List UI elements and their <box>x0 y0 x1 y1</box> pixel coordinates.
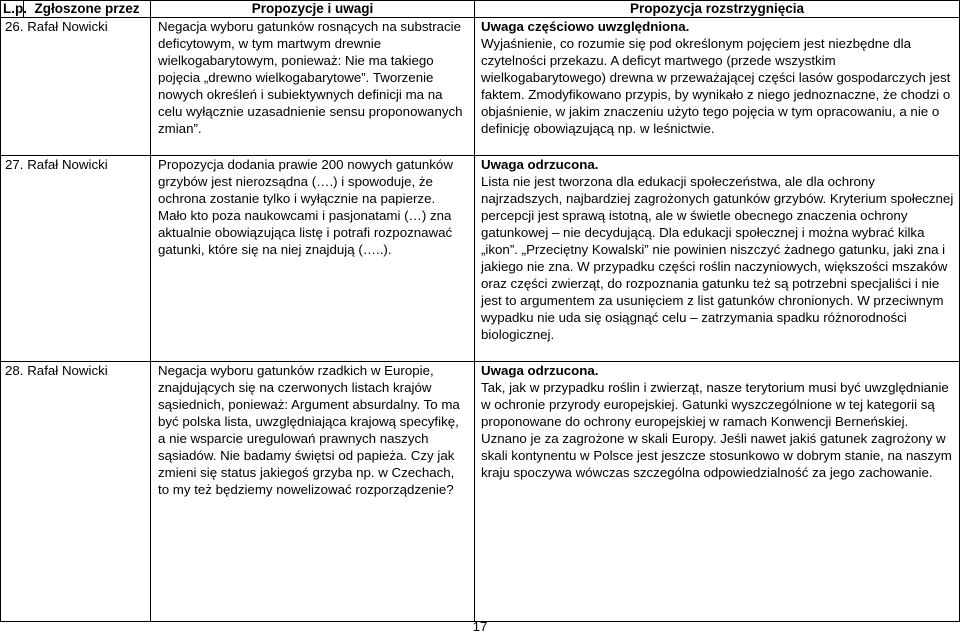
row-lp-author <box>1 362 151 622</box>
header-author: Zgłoszone przez <box>24 1 151 18</box>
row-proposal: Negacja wyboru gatunków rzadkich w Europie, znajdujących się na czerwonych listach krajów sąsiednich, ponieważ: Argument absurdalny. To ma być polska lista, uwzględniająca krajową specyfikę, a nie wsparcie uregulowań prawnych naszych sąsiadów. Nie badamy świętsi od papieża. Czy jak zmieni się status jakiegoś grzyba np. w Czechach, to my też będziemy nowelizować rozporządzenie? <box>151 362 475 622</box>
row-number: 26. <box>5 19 24 34</box>
header-decision: Propozycja rozstrzygnięcia <box>475 1 960 18</box>
table-row <box>1 18 960 156</box>
row-status: Uwaga odrzucona. <box>481 157 599 172</box>
row-proposal: Negacja wyboru gatunków rosnących na substracie deficytowym, w tym martwym drewnie wielkogabarytowym, ponieważ: Nie ma takiego pojęcia „drewno wielkogabarytowe”. Tworzenie nowych określeń i subiektywnych definicji ma na celu wyłącznie uzasadnienie sensu proponowanych zmian”. <box>151 18 475 156</box>
row-number: 28. <box>5 363 24 378</box>
row-lp-author <box>1 18 151 156</box>
row-decision: Tak, jak w przypadku roślin i zwierząt, nasze terytorium musi być uwzględnianie w ochronie przyrody europejskiej. Gatunki wyszczególnione w tej kategorii są proponowane do ochrony europejskiej w ramach Konwencji Berneńskiej. Uznano je za zagrożone w skali Europy. Jeśli nawet jakiś gatunek zagrożony w skali kontynentu w Polsce jest jeszcze stosunkowo w dobrym stanie, na naszym kraju spoczywa wówczas szczególna odpowiedzialność za jego zachowanie. <box>481 380 952 480</box>
row-status: Uwaga odrzucona. <box>481 363 599 378</box>
row-author: Rafał Nowicki <box>27 363 108 378</box>
row-decision: Lista nie jest tworzona dla edukacji społeczeństwa, ale dla ochrony najrzadszych, najbardziej zagrożonych gatunków grzybów. Kryterium społecznej percepcji jest sprawą istotną, ale w świetle obecnego znaczenia ochrony gatunkowej – nie decydującą. Dla edukacji społecznej i można wybrać kilka „ikon”. „Przeciętny Kowalski” nie powinien niszczyć żadnego gatunku, jaki zna i jakiego nie zna. W przypadku części roślin naczyniowych, większości mszaków oraz części zwierząt, do rozpoznania gatunku też są potrzebni specjaliści i nie jest to argumentem za usunięciem z list gatunków chronionych. W przeciwnym wypadku nie uda się osiągnąć celu – zatrzymania spadku różnorodności biologicznej. <box>481 174 954 342</box>
row-lp-author <box>1 156 151 362</box>
row-decision-cell <box>475 362 960 622</box>
row-proposal: Propozycja dodania prawie 200 nowych gatunków grzybów jest nierozsądna (….) i spowoduje, że ochrona zostanie tylko i wyłącznie na papierze. Mało kto poza naukowcami i pasjonatami (…) zna aktualnie obowiązująca listę i potrafi rozpoznawać gatunki, które się na niej znajdują (…..). <box>151 156 475 362</box>
table-header-row <box>1 1 960 18</box>
header-lp: L.p. <box>1 1 24 18</box>
header-proposal: Propozycje i uwagi <box>151 1 475 18</box>
page-number: 17 <box>472 619 488 634</box>
row-decision: Wyjaśnienie, co rozumie się pod określonym pojęciem jest niezbędne dla czytelności przekazu. A deficyt martwego (przede wszystkim wielkogabarytowego) drewna w przeważającej części lasów gospodarczych jest faktem. Zmodyfikowano przypis, by wynikało z niego jednoznaczne, że chodzi o objaśnienie, w jakim znaczeniu użyto tego pojęcia w tym opracowaniu, a nie o definicję obowiązującą np. w leśnictwie. <box>481 36 951 136</box>
row-decision-cell <box>475 18 960 156</box>
row-decision-cell <box>475 156 960 362</box>
table-row <box>1 362 960 622</box>
row-number: 27. <box>5 157 24 172</box>
row-author: Rafał Nowicki <box>27 19 108 34</box>
table-row <box>1 156 960 362</box>
row-author: Rafał Nowicki <box>27 157 108 172</box>
row-status: Uwaga częściowo uwzględniona. <box>481 19 690 34</box>
